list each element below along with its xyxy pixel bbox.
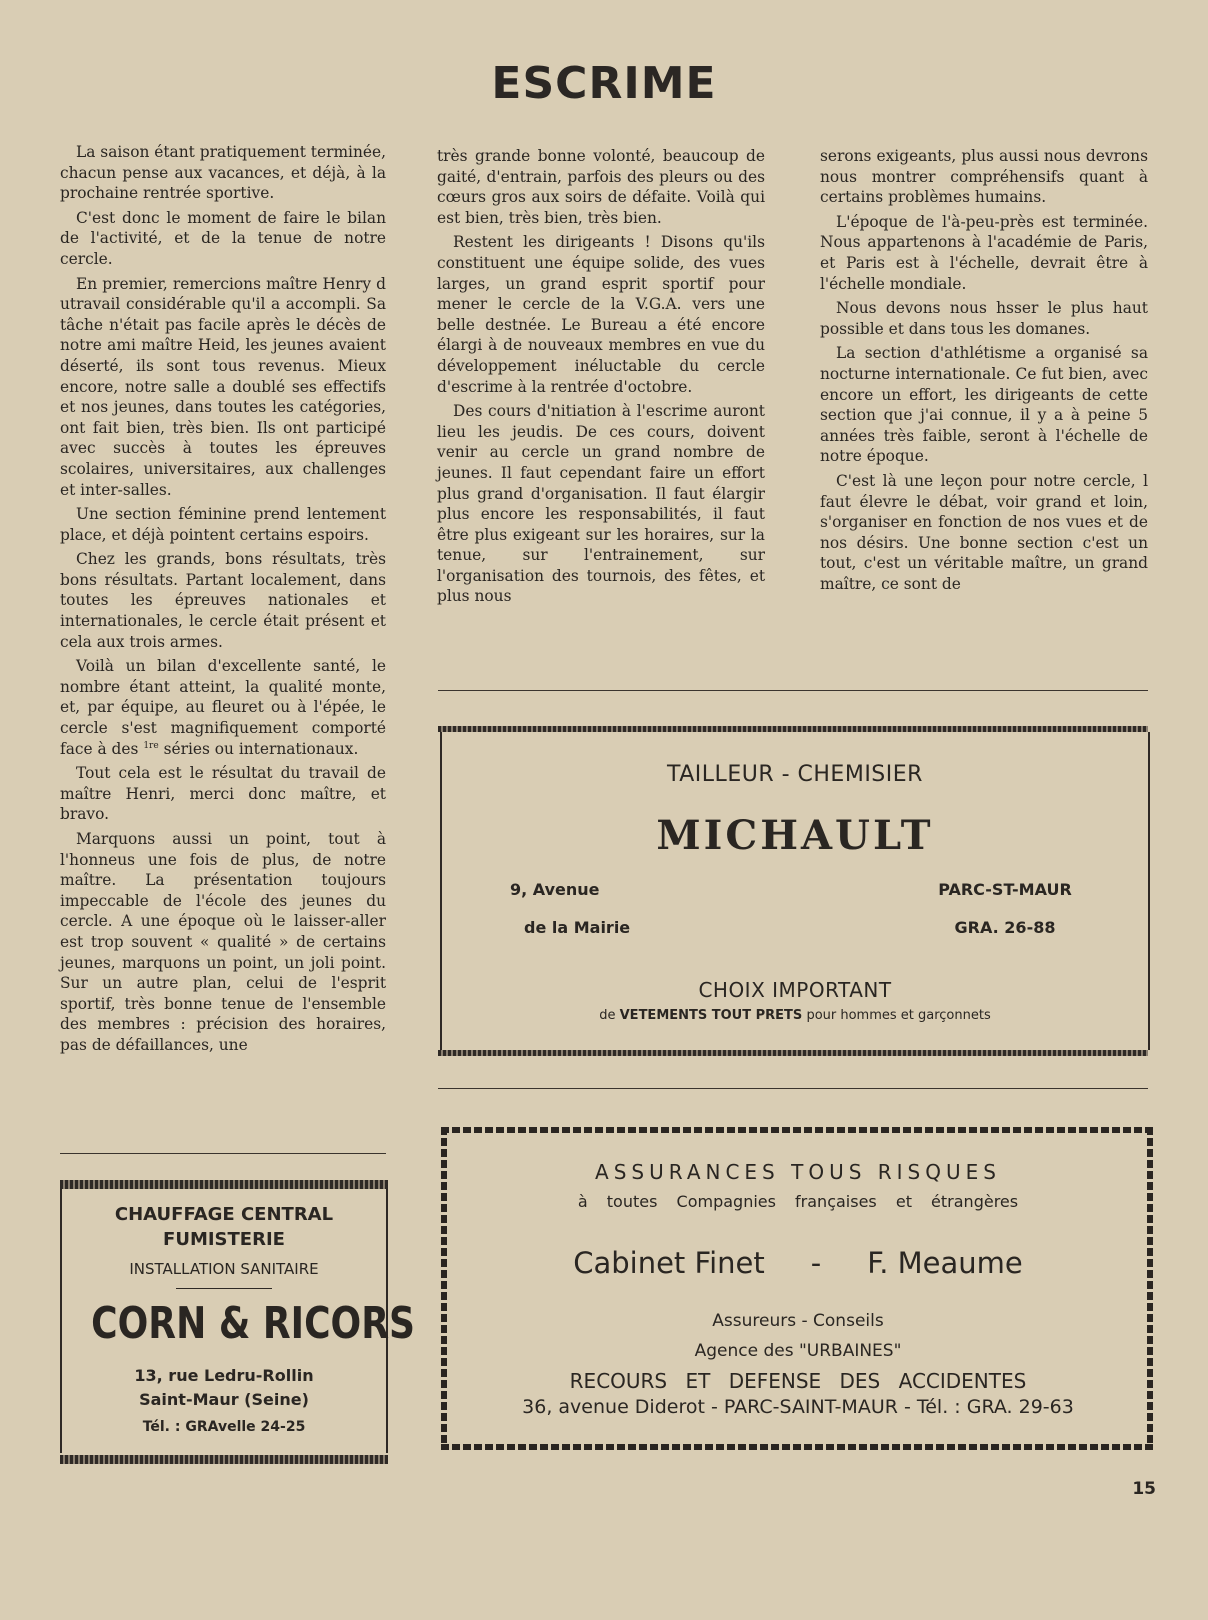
paragraph: L'époque de l'à-peu-près est terminée. Nous appartenons à l'académie de Paris, et Paris est à l'échelle, devrait être à l'échelle mondiale. — [820, 212, 1148, 293]
paragraph: La saison étant pratiquement terminée, chacun pense aux vacances, et déjà, à la prochaine rentrée sportive. — [60, 143, 386, 203]
ad-name-right: F. Meaume — [867, 1246, 1023, 1280]
paragraph: très grande bonne volonté, beaucoup de gaité, d'entrain, parfois des pleurs ou des cœurs gros aux soirs de défaite. Voilà qui est bien, très bien, très bien. — [437, 147, 765, 227]
paragraph: C'est là une leçon pour notre cercle, l faut élevre le débat, voir grand et loin, s'organiser en fonction de nos vues et de nos désirs. Une bonne section c'est un tout, c'est un véritable maître, un grand maître, ce sont de — [820, 471, 1148, 593]
ad-address: 13, rue Ledru-Rollin — [134, 1366, 314, 1385]
paragraph: C'est donc le moment de faire le bilan de l'activité, et de la tenue de notre cercle. — [60, 208, 386, 268]
paragraph: Nous devons nous hsser le plus haut possible et dans tous les domanes. — [820, 299, 1148, 338]
tagline-post: pour hommes et garçonnets — [806, 1008, 991, 1023]
hatch-border-top — [60, 1180, 388, 1189]
ad-city: PARC-ST-MAUR — [938, 880, 1072, 899]
hatch-border-bottom — [438, 1050, 1148, 1056]
dashed-border-right — [1147, 1127, 1153, 1450]
ad-heading: TAILLEUR - CHEMISIER — [667, 762, 923, 787]
ad-line-3: RECOURS ET DEFENSE DES ACCIDENTES — [569, 1369, 1027, 1393]
ad-city: Saint-Maur (Seine) — [139, 1390, 309, 1409]
tagline-pre: de — [599, 1008, 616, 1023]
ad-choice: CHOIX IMPORTANT — [698, 978, 892, 1002]
small-divider — [176, 1288, 272, 1289]
paragraph: Une section féminine prend lentement place, et déjà pointent certains espoirs. — [60, 505, 386, 544]
article-column-3 — [820, 146, 1148, 598]
dashed-border-top — [441, 1127, 1153, 1133]
divider — [438, 1088, 1148, 1089]
dashed-border-bottom — [441, 1444, 1153, 1450]
paragraph — [60, 656, 386, 759]
tagline-bold: VETEMENTS TOUT PRETS — [619, 1008, 803, 1023]
ad-name-left: Cabinet Finet — [573, 1246, 765, 1280]
article-column-2 — [437, 146, 765, 611]
ad-line-2: FUMISTERIE — [163, 1229, 285, 1250]
paragraph: La section d'athlétisme a organisé sa nocturne internationale. Ce fut bien, avec encore un effort, les dirigeants de cette section que j'ai connue, il y a à peine 5 années très faible, seront à l'échelle de notre époque. — [820, 344, 1148, 466]
ad-tagline — [440, 1008, 1150, 1023]
ad-phone: Tél. : GRAvelle 24-25 — [142, 1419, 306, 1435]
paragraph: Chez les grands, bons résultats, très bons résultats. Partant localement, dans toutes les épreuves nationales et internationales, le cercle était présent et cela aux trois armes. — [60, 550, 386, 651]
article-column-1 — [60, 142, 386, 1060]
ad-address-line2: de la Mairie — [524, 918, 631, 937]
paragraph: Restent les dirigeants ! Disons qu'ils constituent une équipe solide, des vues larges, un grand esprit sportif pour mener le cercle de la V.G.A. vers une belle destnée. Le Bureau a été encore élargi à de nouveaux membres en vue du développement inéluctable du cercle d'escrime à la rentrée d'octobre. — [437, 233, 765, 396]
ad-line-4: 36, avenue Diderot - PARC-SAINT-MAUR - Tél. : GRA. 29-63 — [522, 1396, 1074, 1418]
dashed-border-left — [441, 1127, 447, 1450]
ad-brand-name — [450, 1246, 1146, 1280]
ad-line-1: Assureurs - Conseils — [712, 1311, 884, 1331]
ad-address-line1: 9, Avenue — [510, 880, 600, 899]
ad-heading: ASSURANCES TOUS RISQUES — [595, 1160, 1001, 1184]
paragraph-tail: séries ou internationaux. — [163, 739, 359, 758]
ad-line-1: CHAUFFAGE CENTRAL — [114, 1204, 334, 1225]
ad-line-2: Agence des "URBAINES" — [694, 1341, 902, 1361]
ad-name-dash: - — [810, 1246, 822, 1280]
paragraph: En premier, remercions maître Henry d utravail considérable qu'il a accompli. Sa tâche n'était pas facile après le décès de notre ami maître Heid, les jeunes avaient déserté, ils sont tous revenus. Mieux encore, notre salle a doublé ses effectifs et nos jeunes, dans toutes les catégories, ont fait bien, très bien. Ils ont participé avec succès à toutes les épreuves scolaires, universitaires, aux challenges et inter-salles. — [60, 274, 386, 499]
hatch-border-bottom — [60, 1455, 388, 1464]
ad-subheading: à toutes Compagnies françaises et étrangères — [577, 1192, 1019, 1211]
ad-line-3: INSTALLATION SANITAIRE — [129, 1260, 319, 1278]
divider — [438, 690, 1148, 691]
page-number: 15 — [1132, 1479, 1156, 1499]
paragraph: Tout cela est le résultat du travail de maître Henri, merci donc maître, et bravo. — [60, 764, 386, 824]
paragraph: serons exigeants, plus aussi nous devrons nous montrer compréhensifs quant à certains problèmes humains. — [820, 147, 1148, 207]
divider — [60, 1153, 386, 1154]
paragraph-text: Voilà un bilan d'excellente santé, le nombre étant atteint, la qualité monte, et, par équipe, au fleuret ou à l'épée, le cercle s'est magnifiquement comporté face à des — [60, 657, 386, 758]
paragraph: Marquons aussi un point, tout à l'honneus une fois de plus, de notre maître. La présentation toujours impeccable de l'école des jeunes du cercle. A une époque où le laisser-aller est trop souvent « qualité » de certains jeunes, marquons un point, un joli point. Sur un autre plan, celui de l'esprit sportif, très bonne tenue de l'ensemble des membres : précision des horaires, pas de défaillances, une — [60, 830, 386, 1054]
ad-brand-name: MICHAULT — [656, 812, 934, 859]
ad-brand-name: CORN & RICORS — [91, 1298, 416, 1349]
article-title: ESCRIME — [491, 58, 717, 109]
ad-phone: GRA. 26-88 — [954, 918, 1056, 937]
paragraph: Des cours d'nitiation à l'escrime auront lieu les jeudis. De ces cours, doivent venir au cercle un grand nombre de jeunes. Il faut cependant faire un effort plus grand d'organisation. Il faut élargir plus encore les responsabilités, il faut être plus exigeant sur les horaires, sur la tenue, sur l'entrainement, sur l'organisation des tournois, des fêtes, et plus nous — [437, 402, 765, 606]
superscript: 1re — [143, 740, 159, 751]
